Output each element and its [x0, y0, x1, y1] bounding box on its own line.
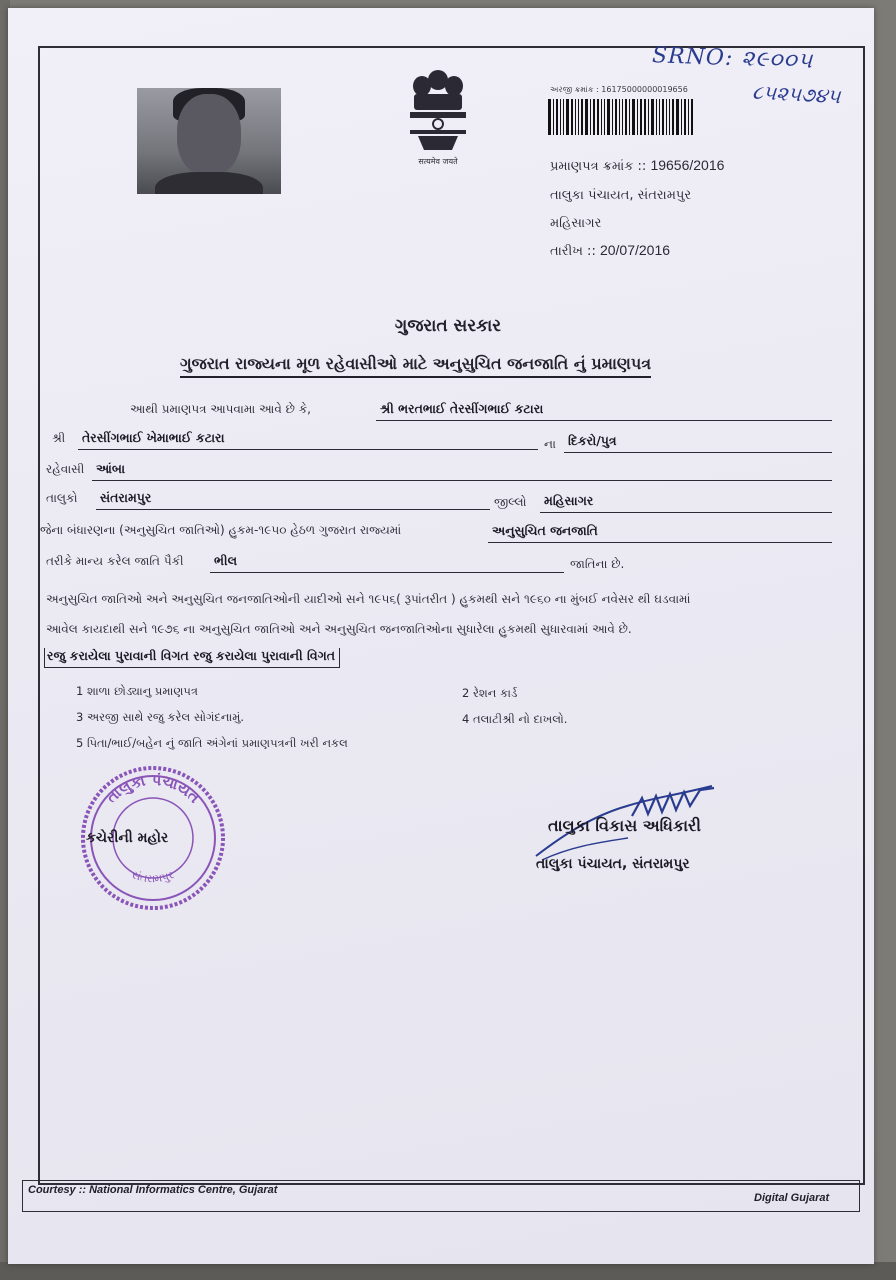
order-label: જેના બંધારણના (અનુસુચિત જાતિઓ) હુકમ-૧૯૫૦ હેઠળ ગુજરાત રાજ્યમાં [40, 523, 402, 537]
barcode [548, 99, 726, 135]
barcode-bar [684, 99, 686, 135]
applicant-name: શ્રી ભરતભાઈ તેરસીંગભાઈ કટારા [376, 400, 832, 421]
caste-suffix: જાતિના છે. [570, 557, 625, 571]
barcode-bar [612, 99, 613, 135]
background-bottom [0, 1262, 896, 1280]
barcode-bar [676, 99, 679, 135]
barcode-bar [632, 99, 635, 135]
barcode-bar [681, 99, 682, 135]
barcode-bar [625, 99, 627, 135]
barcode-bar [691, 99, 693, 135]
barcode-bar [666, 99, 667, 135]
barcode-bar [585, 99, 588, 135]
national-emblem-icon [400, 66, 476, 166]
emblem-motto: सत्यमेव जयते [418, 157, 458, 166]
signatory-office: તાલુકા પંચાયત, સંતરામપુર [536, 856, 690, 872]
barcode-bar [593, 99, 595, 135]
stamp-bottom-text: સંતરામપુર [129, 868, 177, 886]
applicant-photo [137, 88, 281, 194]
barcode-bar [629, 99, 630, 135]
district-label: જીલ્લો [494, 495, 527, 509]
barcode-bar [590, 99, 591, 135]
barcode-bar [619, 99, 620, 135]
issue-date: 20/07/2016 [599, 242, 671, 258]
barcode-bar [615, 99, 617, 135]
barcode-bar [644, 99, 646, 135]
issue-date-row [550, 242, 670, 259]
evidence-item: 1 શાળા છોડ્યાનુ પ્રમાણપત્ર [76, 684, 198, 698]
footer-brand: Digital Gujarat [754, 1192, 830, 1204]
barcode-bar [601, 99, 602, 135]
application-number: અરજી ક્રમાંક : 16175000000019656 [550, 85, 688, 94]
evidence-item: 5 પિતા/ભાઈ/બહેન નું જાતિ અંગેનાં પ્રમાણપત્રની ખરી નકલ [76, 736, 348, 750]
barcode-bar [566, 99, 569, 135]
barcode-bar [656, 99, 657, 135]
evidence-item: 3 અરજી સાથે રજુ કરેલ સોગંદનામું. [76, 710, 245, 724]
intro-label: આથી પ્રમાણપત્ર આપવામા આવે છે કે, [130, 402, 311, 416]
barcode-bar [659, 99, 660, 135]
father-name: તેરસીંગભાઈ ખેમાભાઈ કટારા [78, 429, 538, 450]
barcode-bar [672, 99, 674, 135]
barcode-bar [604, 99, 605, 135]
na-label: ના [544, 437, 556, 451]
barcode-bar [640, 99, 642, 135]
barcode-bar [688, 99, 689, 135]
issuing-district: મહિસાગર [550, 216, 602, 231]
barcode-bar [648, 99, 649, 135]
certificate-number-label: પ્રમાણપત્ર ક્રમાંક :: [550, 159, 647, 174]
evidence-header: રજુ કરાયેલા પુરાવાની વિગત રજુ કરાયેલા પુરાવાની વિગત [44, 648, 340, 668]
relation: દિકરો/પુત્ર [564, 432, 832, 453]
stamp-label: કચેરીની મહોર [86, 830, 169, 846]
barcode-bar [581, 99, 583, 135]
issuing-office: તાલુકા પંચાયત, સંતરામપુર [550, 188, 692, 203]
paragraph-line-2: આવેલ કાયદાથી સને ૧૯૭૬ ના અનુસુચિત જાતિઓ અને અનુસુચિત જનજાતિઓના સુધારેલા હુકમથી સુધારવામાં આવે છે. [46, 622, 632, 636]
barcode-bar [622, 99, 623, 135]
barcode-bar [651, 99, 654, 135]
certificate-border [38, 46, 865, 1185]
stamp-top-text: તાલુકા પંચાયત [102, 770, 204, 807]
taluka-label: તાલુકો [46, 491, 78, 505]
handwritten-sr-number: SRNO: ૨૯૦૦૫ [651, 43, 814, 74]
footer-courtesy: Courtesy :: National Informatics Centre, Gujarat [28, 1184, 278, 1196]
certificate-number-row [550, 157, 724, 174]
barcode-bar [553, 99, 554, 135]
evidence-item: 2 રેશન કાર્ડ [462, 686, 518, 700]
barcode-bar [575, 99, 576, 135]
svg-text:સંતરામપુર [130, 868, 176, 885]
category: અનુસુચિત જનજાતિ [488, 522, 832, 543]
evidence-item: 4 તલાટીશ્રી નો દાખલો. [462, 712, 568, 726]
barcode-bar [637, 99, 638, 135]
date-label: તારીખ :: [550, 244, 596, 259]
handwritten-number: ૮૫૨૫૭૪૫ [751, 79, 842, 109]
resident-label: રહેવાસી [46, 462, 85, 476]
barcode-bar [662, 99, 664, 135]
caste: ભીલ [210, 552, 564, 573]
shri-label: શ્રી [52, 431, 66, 445]
barcode-bar [560, 99, 561, 135]
barcode-bar [571, 99, 573, 135]
barcode-bar [597, 99, 599, 135]
recognized-label: તરીકે માન્ય કરેલ જાતિ પૈકી [46, 554, 184, 568]
barcode-bar [607, 99, 610, 135]
barcode-bar [563, 99, 564, 135]
certificate-number: 19656/2016 [650, 157, 725, 173]
barcode-bar [556, 99, 558, 135]
barcode-bar [578, 99, 579, 135]
barcode-bar [548, 99, 551, 135]
certificate-title: ગુજરાત રાજ્યના મૂળ રહેવાસીઓ માટે અનુસુચિત જનજાતિ નું પ્રમાણપત્ર [180, 354, 651, 378]
government-title: ગુજરાત સરકાર [394, 316, 502, 336]
paragraph-line-1: અનુસુચિત જાતિઓ અને અનુસુચિત જનજાતિઓની યાદીઓ સને ૧૯૫૬( રૂપાંતરીત ) હુકમથી સને ૧૯૬૦ ના મુંબઈ નવેસર થી ઘડવામાં [46, 592, 691, 606]
signatory-title: તાલુકા વિકાસ અધિકારી [548, 816, 701, 835]
district: મહિસાગર [540, 492, 832, 513]
taluka: સંતરામપુર [96, 489, 490, 510]
barcode-bar [669, 99, 670, 135]
village: આંબા [92, 460, 832, 481]
